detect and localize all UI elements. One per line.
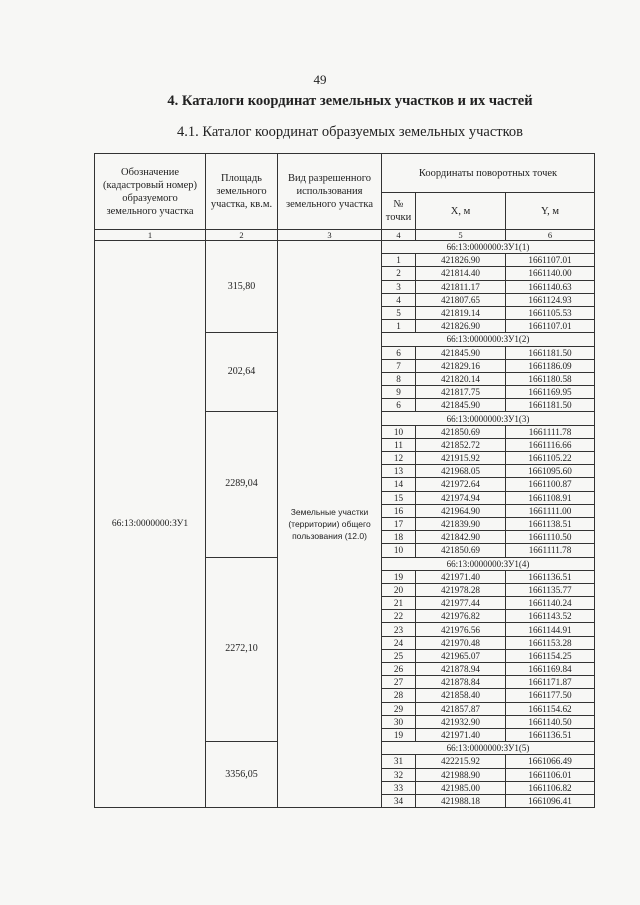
- point-number: 9: [382, 386, 416, 399]
- point-number: 21: [382, 597, 416, 610]
- col-number: 3: [278, 230, 382, 241]
- coord-y: 1661106.82: [506, 781, 595, 794]
- coord-y: 1661177.50: [506, 689, 595, 702]
- coord-x: 421826.90: [416, 320, 506, 333]
- col-number: 5: [416, 230, 506, 241]
- point-number: 12: [382, 452, 416, 465]
- parcel-designation: 66:13:0000000:ЗУ1: [95, 241, 206, 808]
- part-label: 66:13:0000000:ЗУ1(4): [382, 557, 595, 570]
- point-number: 8: [382, 372, 416, 385]
- point-number: 19: [382, 570, 416, 583]
- coord-y: 1661111.78: [506, 425, 595, 438]
- coord-y: 1661107.01: [506, 254, 595, 267]
- coord-x: 421970.48: [416, 636, 506, 649]
- coord-y: 1661154.62: [506, 702, 595, 715]
- coord-x: 421819.14: [416, 306, 506, 319]
- coord-x: 421845.90: [416, 346, 506, 359]
- header-point-no: № точки: [382, 193, 416, 230]
- coord-y: 1661153.28: [506, 636, 595, 649]
- point-number: 10: [382, 544, 416, 557]
- part-label: 66:13:0000000:ЗУ1(2): [382, 333, 595, 346]
- coord-y: 1661140.24: [506, 597, 595, 610]
- coord-y: 1661116.66: [506, 438, 595, 451]
- coord-y: 1661143.52: [506, 610, 595, 623]
- coord-x: 421968.05: [416, 465, 506, 478]
- subsection-heading: 4.1. Каталог координат образуемых земельных участков: [176, 124, 524, 140]
- point-number: 34: [382, 794, 416, 807]
- part-label: 66:13:0000000:ЗУ1(1): [382, 241, 595, 254]
- page-number: 49: [313, 72, 327, 87]
- coord-y: 1661140.63: [506, 280, 595, 293]
- point-number: 13: [382, 465, 416, 478]
- coord-x: 421977.44: [416, 597, 506, 610]
- coord-y: 1661140.50: [506, 715, 595, 728]
- header-area: Площадь земельного участка, кв.м.: [206, 154, 278, 230]
- header-use: Вид разрешенного использования земельного участка: [278, 154, 382, 230]
- point-number: 27: [382, 676, 416, 689]
- coord-x: 421829.16: [416, 359, 506, 372]
- point-number: 19: [382, 728, 416, 741]
- coord-y: 1661107.01: [506, 320, 595, 333]
- coord-x: 421878.94: [416, 663, 506, 676]
- col-number: 4: [382, 230, 416, 241]
- point-number: 7: [382, 359, 416, 372]
- part-area: 3356,05: [206, 742, 278, 808]
- coord-x: 421964.90: [416, 504, 506, 517]
- coord-y: 1661138.51: [506, 517, 595, 530]
- point-number: 1: [382, 254, 416, 267]
- coord-y: 1661108.91: [506, 491, 595, 504]
- coord-y: 1661144.91: [506, 623, 595, 636]
- point-number: 31: [382, 755, 416, 768]
- table-body: [95, 241, 595, 808]
- point-number: 16: [382, 504, 416, 517]
- coord-x: 421842.90: [416, 531, 506, 544]
- point-number: 22: [382, 610, 416, 623]
- header-x: X, м: [416, 193, 506, 230]
- point-number: 25: [382, 649, 416, 662]
- coord-x: 421807.65: [416, 293, 506, 306]
- point-number: 14: [382, 478, 416, 491]
- coord-x: 421850.69: [416, 544, 506, 557]
- coord-y: 1661136.51: [506, 570, 595, 583]
- point-number: 24: [382, 636, 416, 649]
- coord-x: 421971.40: [416, 570, 506, 583]
- group-label-row: [95, 241, 595, 254]
- part-label: 66:13:0000000:ЗУ1(5): [382, 742, 595, 755]
- point-number: 32: [382, 768, 416, 781]
- coord-y: 1661066.49: [506, 755, 595, 768]
- point-number: 2: [382, 267, 416, 280]
- point-number: 6: [382, 399, 416, 412]
- coord-y: 1661136.51: [506, 728, 595, 741]
- col-number: 1: [95, 230, 206, 241]
- point-number: 26: [382, 663, 416, 676]
- coord-x: 421972.64: [416, 478, 506, 491]
- coord-y: 1661135.77: [506, 583, 595, 596]
- coord-x: 421988.18: [416, 794, 506, 807]
- coord-y: 1661096.41: [506, 794, 595, 807]
- coord-y: 1661124.93: [506, 293, 595, 306]
- coord-y: 1661105.53: [506, 306, 595, 319]
- coord-x: 421845.90: [416, 399, 506, 412]
- permitted-use: Земельные участки (территории) общего пользования (12.0): [278, 241, 382, 808]
- coordinates-catalog-table: [94, 153, 595, 808]
- part-area: 2289,04: [206, 412, 278, 557]
- header-designation: Обозначение (кадастровый номер) образуемого земельного участка: [95, 154, 206, 230]
- col-number: 2: [206, 230, 278, 241]
- point-number: 17: [382, 517, 416, 530]
- coord-x: 421850.69: [416, 425, 506, 438]
- point-number: 23: [382, 623, 416, 636]
- coord-y: 1661169.95: [506, 386, 595, 399]
- coord-x: 421932.90: [416, 715, 506, 728]
- point-number: 29: [382, 702, 416, 715]
- point-number: 4: [382, 293, 416, 306]
- point-number: 11: [382, 438, 416, 451]
- point-number: 5: [382, 306, 416, 319]
- coord-y: 1661110.50: [506, 531, 595, 544]
- part-area: 202,64: [206, 333, 278, 412]
- coord-x: 421976.56: [416, 623, 506, 636]
- coord-y: 1661181.50: [506, 346, 595, 359]
- coord-y: 1661106.01: [506, 768, 595, 781]
- coord-y: 1661095.60: [506, 465, 595, 478]
- coord-x: 421985.00: [416, 781, 506, 794]
- coord-x: 421915.92: [416, 452, 506, 465]
- coord-y: 1661171.87: [506, 676, 595, 689]
- coord-y: 1661111.00: [506, 504, 595, 517]
- point-number: 18: [382, 531, 416, 544]
- coord-y: 1661169.84: [506, 663, 595, 676]
- coord-x: 421878.84: [416, 676, 506, 689]
- coord-x: 421978.28: [416, 583, 506, 596]
- point-number: 33: [382, 781, 416, 794]
- coord-y: 1661154.25: [506, 649, 595, 662]
- part-label: 66:13:0000000:ЗУ1(3): [382, 412, 595, 425]
- header-y: Y, м: [506, 193, 595, 230]
- coord-x: 421817.75: [416, 386, 506, 399]
- coord-x: 421811.17: [416, 280, 506, 293]
- coord-x: 421965.07: [416, 649, 506, 662]
- coord-y: 1661105.22: [506, 452, 595, 465]
- coord-x: 421974.94: [416, 491, 506, 504]
- coord-y: 1661186.09: [506, 359, 595, 372]
- coord-x: 422215.92: [416, 755, 506, 768]
- point-number: 30: [382, 715, 416, 728]
- point-number: 10: [382, 425, 416, 438]
- coord-x: 421971.40: [416, 728, 506, 741]
- coord-x: 421858.40: [416, 689, 506, 702]
- coord-x: 421857.87: [416, 702, 506, 715]
- coord-y: 1661140.00: [506, 267, 595, 280]
- point-number: 15: [382, 491, 416, 504]
- point-number: 20: [382, 583, 416, 596]
- part-area: 2272,10: [206, 557, 278, 742]
- coord-y: 1661111.78: [506, 544, 595, 557]
- coord-y: 1661100.87: [506, 478, 595, 491]
- coord-x: 421820.14: [416, 372, 506, 385]
- coord-x: 421839.90: [416, 517, 506, 530]
- point-number: 6: [382, 346, 416, 359]
- point-number: 28: [382, 689, 416, 702]
- coord-x: 421988.90: [416, 768, 506, 781]
- part-area: 315,80: [206, 241, 278, 333]
- col-number: 6: [506, 230, 595, 241]
- coord-x: 421814.40: [416, 267, 506, 280]
- section-heading: 4. Каталоги координат земельных участков и их частей: [167, 93, 533, 109]
- point-number: 3: [382, 280, 416, 293]
- header-coords: Координаты поворотных точек: [382, 154, 595, 193]
- coord-x: 421852.72: [416, 438, 506, 451]
- point-number: 1: [382, 320, 416, 333]
- coord-y: 1661180.58: [506, 372, 595, 385]
- coord-x: 421826.90: [416, 254, 506, 267]
- coord-x: 421976.82: [416, 610, 506, 623]
- coord-y: 1661181.50: [506, 399, 595, 412]
